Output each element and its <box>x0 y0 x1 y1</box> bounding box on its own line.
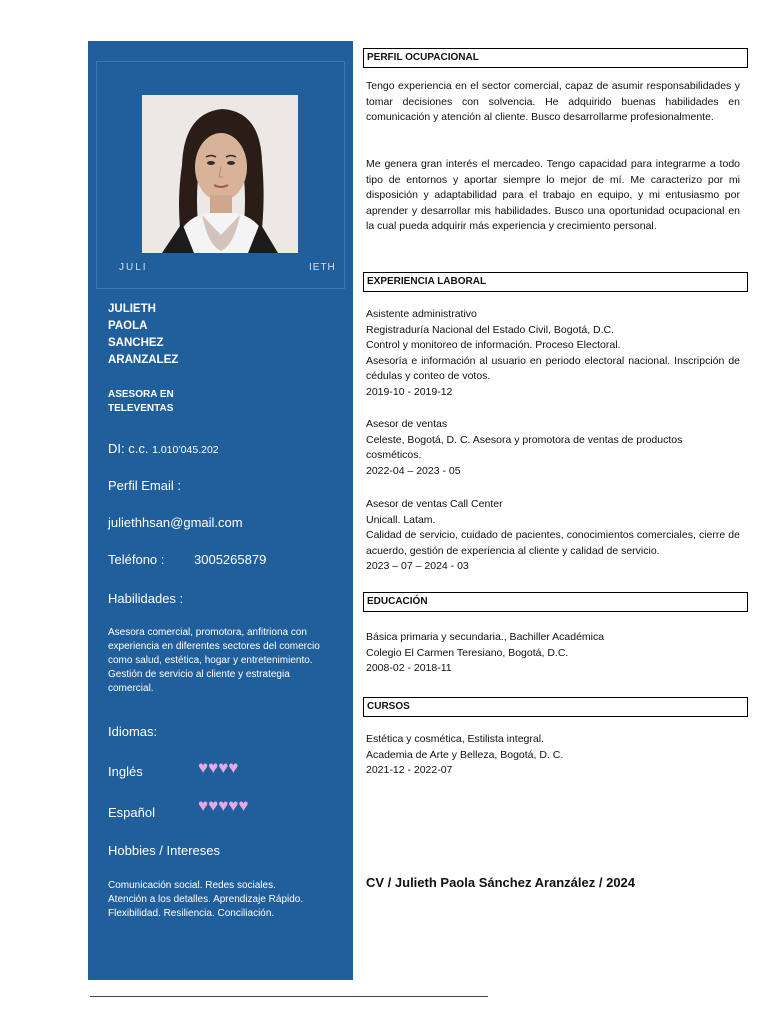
job-dates: 2019-10 - 2019-12 <box>366 385 453 398</box>
job-dates: 2023 – 07 – 2024 - 03 <box>366 560 469 572</box>
rating-hearts-spanish: ♥♥♥♥♥ <box>198 796 249 815</box>
education-degree: Básica primaria y secundaria., Bachiller Académica <box>366 631 605 643</box>
role-line: TELEVENTAS <box>108 403 174 414</box>
experience-section-header: EXPERIENCIA LABORAL <box>363 272 748 292</box>
hobbies-text: Comunicación social. Redes sociales. Atención a los detalles. Aprendizaje Rápido. Flexibilidad. Resiliencia. Conciliación. <box>108 880 304 919</box>
phone-row <box>108 552 266 567</box>
photo-frame <box>96 61 345 289</box>
job-company: Unicall. Latam. <box>366 513 436 526</box>
course-dates: 2021-12 - 2022-07 <box>366 764 453 776</box>
cv-footer-title: CV / Julieth Paola Sánchez Aranzález / 2024 <box>366 875 636 890</box>
education-section-header: EDUCACIÓN <box>363 592 748 612</box>
phone-label: Teléfono : <box>108 552 165 567</box>
sidebar <box>88 41 353 980</box>
profile-paragraph-1: Tengo experiencia en el sector comercial, capaz de asumir responsabilidades y tomar decisiones con solvencia. He adquirido buenas habilidades en comunicación y atención al cliente. Busco desarrollarme profesionalmente. <box>366 80 740 123</box>
name-line: SANCHEZ <box>108 337 164 349</box>
name-line: PAOLA <box>108 320 148 332</box>
name-line: ARANZALEZ <box>108 354 179 366</box>
education-school: Colegio El Carmen Teresiano, Bogotá, D.C. <box>366 646 569 659</box>
photo-caption-left: JULI <box>119 262 148 273</box>
photo-caption-right: IETH <box>309 262 336 273</box>
job-company: Celeste, Bogotá, D. C. Asesora y promotora de ventas de productos cosméticos. <box>366 433 683 461</box>
profile-section-header: PERFIL OCUPACIONAL <box>363 48 748 68</box>
skills-label: Habilidades : <box>108 591 184 606</box>
language-name-english: Inglés <box>108 764 143 779</box>
course-entry <box>366 732 740 779</box>
job-description: Asesoría e información al usuario en periodo electoral nacional. Inscripción de cédulas y conteo de votos. <box>366 354 740 382</box>
education-entry <box>366 630 740 677</box>
email-value[interactable]: juliethhsan@gmail.com <box>108 515 243 530</box>
job-entry <box>366 417 740 479</box>
languages-label: Idiomas: <box>108 724 158 739</box>
role-line: ASESORA EN <box>108 389 174 400</box>
job-description: Control y monitoreo de información. Proceso Electoral. <box>366 339 621 351</box>
name-line: JULIETH <box>108 303 156 315</box>
id-label: DI: c.c. <box>108 441 149 456</box>
job-description: Calidad de servicio, cuidado de pacientes, conocimientos comerciales, cierre de acuerdo, gestión de experiencia al cliente y calidad de servicio. <box>366 529 740 557</box>
education-dates: 2008-02 - 2018-11 <box>366 662 452 674</box>
courses-section-header: CURSOS <box>363 697 748 717</box>
rating-hearts-english: ♥♥♥♥ <box>198 758 239 777</box>
profile-paragraph-2: Me genera gran interés el mercadeo. Tengo capacidad para integrarme a todo tipo de entornos y aportar siempre lo mejor de mí. Me caracterizo por mi disposición y adaptabilidad para el trabajo en equipo, y mi entusiasmo por aprender y desarrollar mis habilidades. Busco una oportunidad ocupacional en la cual pueda adquirir más experiencia y crecimiento personal. <box>366 158 740 232</box>
hobbies-label: Hobbies / Intereses <box>108 843 221 858</box>
phone-value[interactable]: 3005265879 <box>194 552 267 567</box>
job-entry <box>366 497 740 575</box>
portrait-image <box>142 95 298 253</box>
job-entry <box>366 307 740 400</box>
job-company: Registraduría Nacional del Estado Civil, Bogotá, D.C. <box>366 323 615 336</box>
skills-text: Asesora comercial, promotora, anfitriona con experiencia en diferentes sectores del comercio como salud, estética, hogar y entretenimiento. Gestión de servicio al cliente y estrategia comercial. <box>108 627 320 694</box>
course-institution: Academia de Arte y Belleza, Bogotá, D. C. <box>366 748 564 761</box>
full-name <box>108 301 308 369</box>
id-number <box>108 441 219 456</box>
job-title: Asistente administrativo <box>366 308 477 320</box>
language-name-spanish: Español <box>108 805 155 820</box>
job-role <box>108 388 174 416</box>
job-title: Asesor de ventas Call Center <box>366 498 503 510</box>
id-value: 1.010’045.202 <box>152 444 219 456</box>
email-label: Perfil Email : <box>108 478 181 493</box>
job-dates: 2022-04 – 2023 - 05 <box>366 464 461 477</box>
course-name: Estética y cosmética, Estilista integral. <box>366 733 544 745</box>
job-title: Asesor de ventas <box>366 418 448 430</box>
bottom-divider <box>90 996 488 997</box>
profile-photo <box>142 95 298 253</box>
